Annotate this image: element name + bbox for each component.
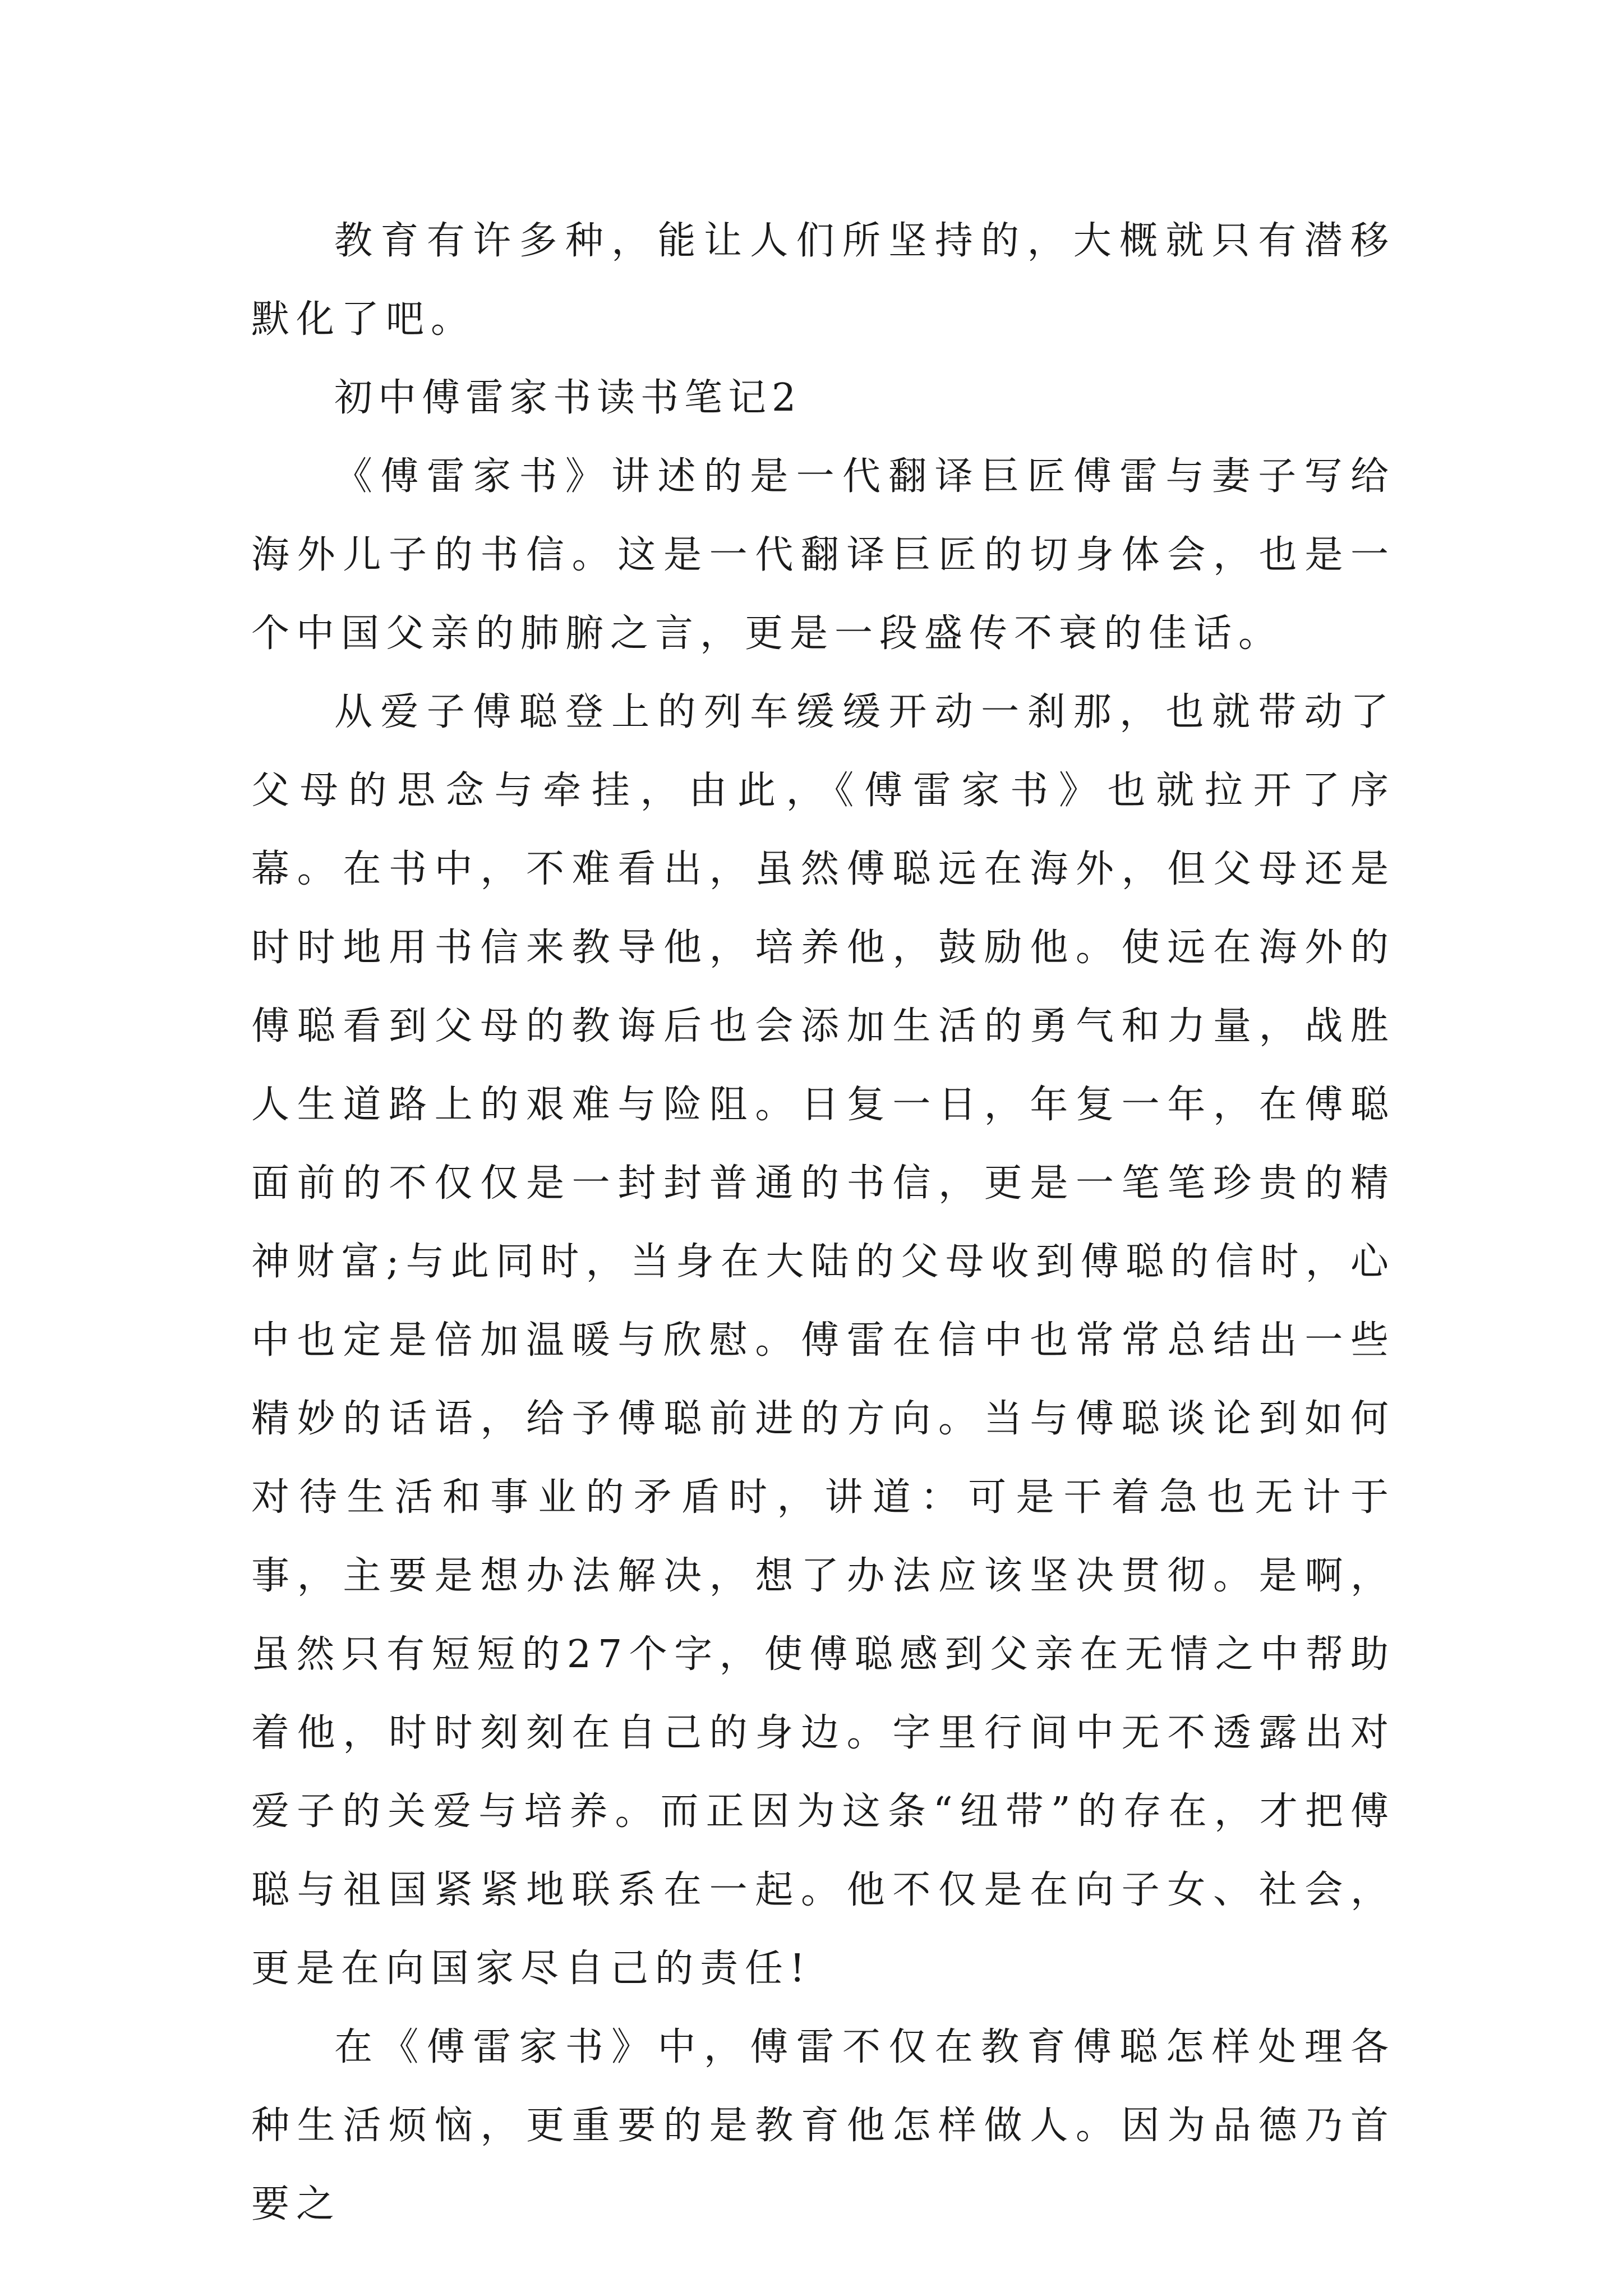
section-heading: 初中傅雷家书读书笔记2 bbox=[334, 376, 802, 420]
paragraph-letters: 从爱子傅聪登上的列车缓缓开动一刹那，也就带动了父母的思念与牵挂，由此，《傅雷家书》也就拉开了序幕。在书中，不难看出，虽然傅聪远在海外，但父母还是时时地用书信来教导他，培养他，鼓励他。使远在海外的傅聪看到父母的教诲后也会添加生活的勇气和力量，战胜人生道路上的艰难与险阻。日复一日，年复一年，在傅聪面前的不仅仅是一封封普通的书信，更是一笔笔珍贵的精神财富;与此同时，当身在大陆的父母收到傅聪的信时，心中也定是倍加温暖与欣慰。傅雷在信中也常常总结出一些精妙的话语，给予傅聪前进的方向。当与傅聪谈论到如何对待生活和事业的矛盾时，讲道：可是干着急也无计于事，主要是想办法解决，想了办法应该坚决贯彻。是啊，虽然只有短短的27个字，使傅聪感到父亲在无情之中帮助着他，时时刻刻在自己的身边。字里行间中无不透露出对爱子的关爱与培养。而正因为这条“纽带”的存在，才把傅聪与祖国紧紧地联系在一起。他不仅是在向子女、社会，更是在向国家尽自己的责任! bbox=[251, 690, 1395, 1991]
paragraph-morality: 在《傅雷家书》中，傅雷不仅在教育傅聪怎样处理各种生活烦恼，更重要的是教育他怎样做人。因为品德乃首要之 bbox=[251, 2025, 1395, 2226]
paragraph-intro: 教育有许多种，能让人们所坚持的，大概就只有潜移默化了吧。 bbox=[251, 219, 1395, 342]
document-body bbox=[251, 202, 1395, 2244]
paragraph-overview: 《傅雷家书》讲述的是一代翻译巨匠傅雷与妻子写给海外儿子的书信。这是一代翻译巨匠的切身体会，也是一个中国父亲的肺腑之言，更是一段盛传不衰的佳话。 bbox=[251, 454, 1395, 656]
